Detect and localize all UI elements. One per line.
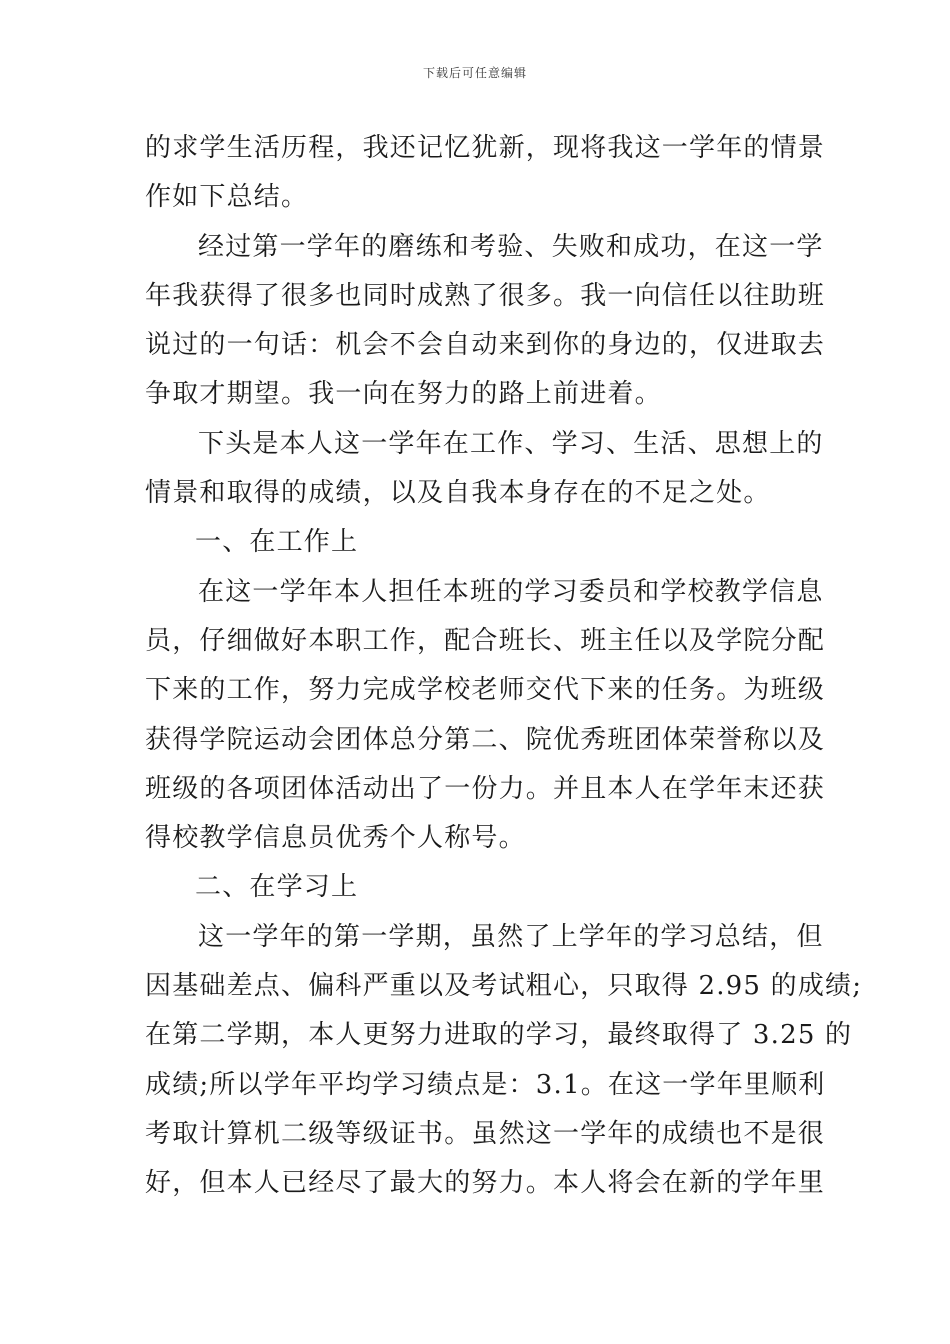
paragraph-line: 下来的工作，努力完成学校老师交代下来的任务。为班级 bbox=[145, 675, 826, 706]
paragraph-line: 考取计算机二级等级证书。虽然这一学年的成绩也不是很 bbox=[145, 1118, 826, 1149]
paragraph-line: 作如下总结。 bbox=[145, 182, 309, 213]
paragraph-line: 在第二学期，本人更努力进取的学习，最终取得了 3.25 的 bbox=[145, 1020, 853, 1051]
paragraph-line: 成绩;所以学年平均学习绩点是：3.1。在这一学年里顺利 bbox=[145, 1069, 826, 1100]
paragraph-line: 好，但本人已经尽了最大的努力。本人将会在新的学年里 bbox=[145, 1168, 826, 1199]
paragraph-line: 说过的一句话：机会不会自动来到你的身边的，仅进取去 bbox=[145, 330, 826, 361]
paragraph-line: 情景和取得的成绩，以及自我本身存在的不足之处。 bbox=[145, 478, 771, 509]
paragraph-line: 争取才期望。我一向在努力的路上前进着。 bbox=[145, 379, 662, 410]
section-heading-study: 二、在学习上 bbox=[195, 872, 359, 903]
section-heading-work: 一、在工作上 bbox=[195, 527, 359, 558]
paragraph-line: 下头是本人这一学年在工作、学习、生活、思想上的 bbox=[198, 428, 824, 459]
paragraph-line: 年我获得了很多也同时成熟了很多。我一向信任以往助班 bbox=[145, 280, 826, 311]
paragraph-line: 因基础差点、偏科严重以及考试粗心，只取得 2.95 的成绩; bbox=[145, 971, 863, 1002]
paragraph-line: 经过第一学年的磨练和考验、失败和成功，在这一学 bbox=[198, 231, 824, 262]
paragraph-line: 获得学院运动会团体总分第二、院优秀班团体荣誉称以及 bbox=[145, 724, 826, 755]
header-note: 下载后可任意编辑 bbox=[422, 66, 527, 80]
paragraph-line: 在这一学年本人担任本班的学习委员和学校教学信息 bbox=[198, 576, 824, 607]
paragraph-line: 班级的各项团体活动出了一份力。并且本人在学年末还获 bbox=[145, 773, 826, 804]
paragraph-line: 得校教学信息员优秀个人称号。 bbox=[145, 823, 526, 854]
paragraph-line: 的求学生活历程，我还记忆犹新，现将我这一学年的情景 bbox=[145, 133, 826, 163]
document-body bbox=[145, 124, 863, 1209]
paragraph-line: 这一学年的第一学期，虽然了上学年的学习总结，但 bbox=[198, 921, 824, 952]
paragraph-line: 员，仔细做好本职工作，配合班长、班主任以及学院分配 bbox=[145, 625, 826, 656]
